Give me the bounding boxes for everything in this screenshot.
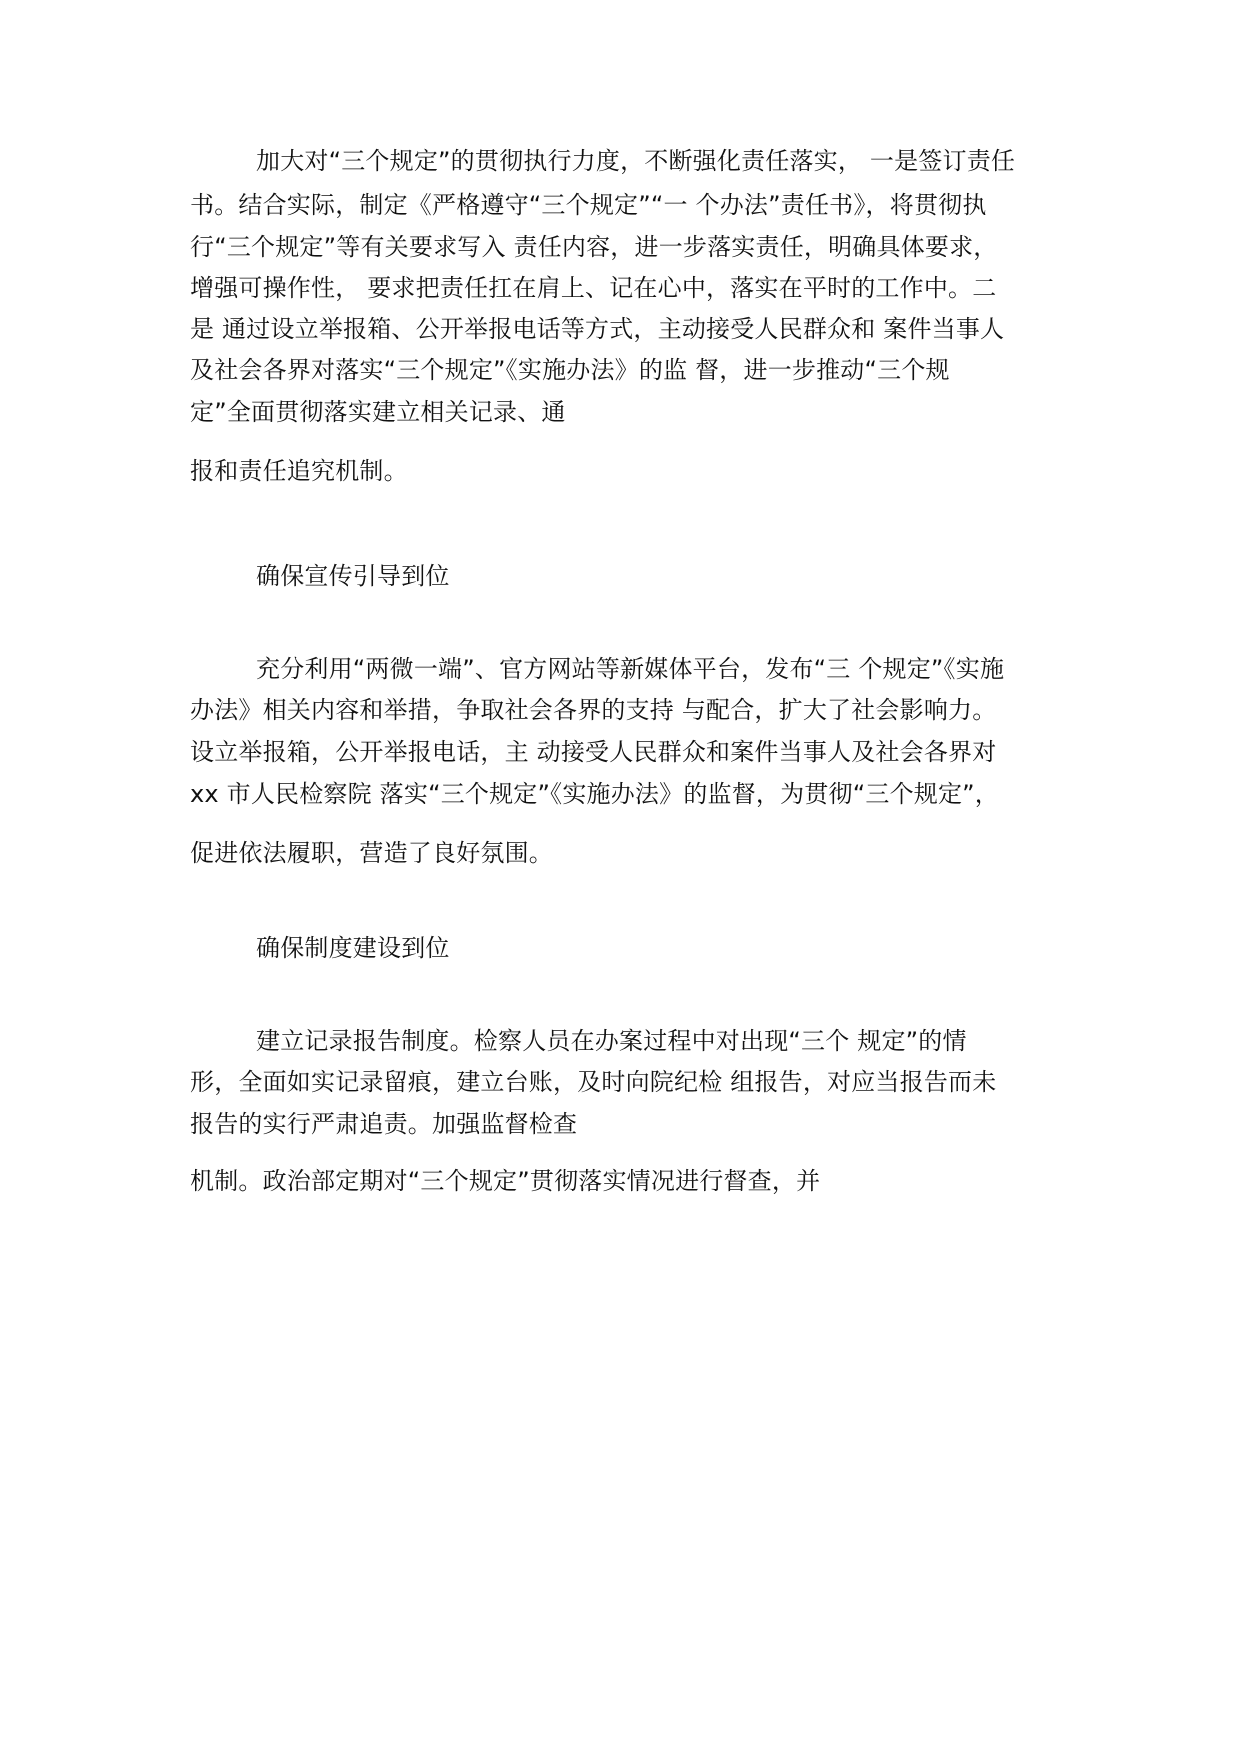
paragraph-line: 促进依法履职，营造了良好氛围。 — [190, 839, 553, 867]
paragraph-line: 是 通过设立举报箱、公开举报电话等方式，主动接受人民群众和 案件当事人 — [190, 315, 1005, 343]
paragraph-line: 充分利用“两微一端”、官方网站等新媒体平台，发布“三 个规定”《实施 — [256, 655, 1005, 683]
paragraph-line: xx 市人民检察院 落实“三个规定”《实施办法》的监督，为贯彻“三个规定”， — [190, 780, 999, 808]
paragraph-line: 行“三个规定”等有关要求写入 责任内容，进一步落实责任，明确具体要求， — [190, 233, 998, 261]
paragraph-line: 增强可操作性， 要求把责任扛在肩上、记在心中，落实在平时的工作中。二 — [190, 274, 997, 302]
paragraph-line: 形，全面如实记录留痕，建立台账，及时向院纪检 组报告，对应当报告而未 — [190, 1068, 997, 1096]
paragraph-line: 建立记录报告制度。检察人员在办案过程中对出现“三个 规定”的情 — [256, 1027, 967, 1055]
paragraph-line: 报告的实行严肃追责。加强监督检查 — [190, 1110, 578, 1138]
paragraph-line: 设立举报箱，公开举报电话，主 动接受人民群众和案件当事人及社会各界对 — [190, 738, 997, 766]
paragraph-line: 及社会各界对落实“三个规定”《实施办法》的监 督，进一步推动“三个规 — [190, 356, 950, 384]
paragraph-line: 书。结合实际，制定《严格遵守“三个规定”“一 个办法”责任书》，将贯彻执 — [190, 191, 987, 219]
paragraph-line: 加大对“三个规定”的贯彻执行力度，不断强化责任落实， 一是签订责任 — [256, 147, 1016, 175]
paragraph-line: 机制。政治部定期对“三个规定”贯彻落实情况进行督查，并 — [190, 1167, 821, 1195]
paragraph-line: 报和责任追究机制。 — [190, 457, 408, 485]
paragraph-line: 办法》相关内容和举措，争取社会各界的支持 与配合，扩大了社会影响力。 — [190, 696, 997, 724]
paragraph-line: 定”全面贯彻落实建立相关记录、通 — [190, 398, 566, 426]
section-heading: 确保制度建设到位 — [256, 934, 450, 962]
section-heading: 确保宣传引导到位 — [256, 562, 450, 590]
